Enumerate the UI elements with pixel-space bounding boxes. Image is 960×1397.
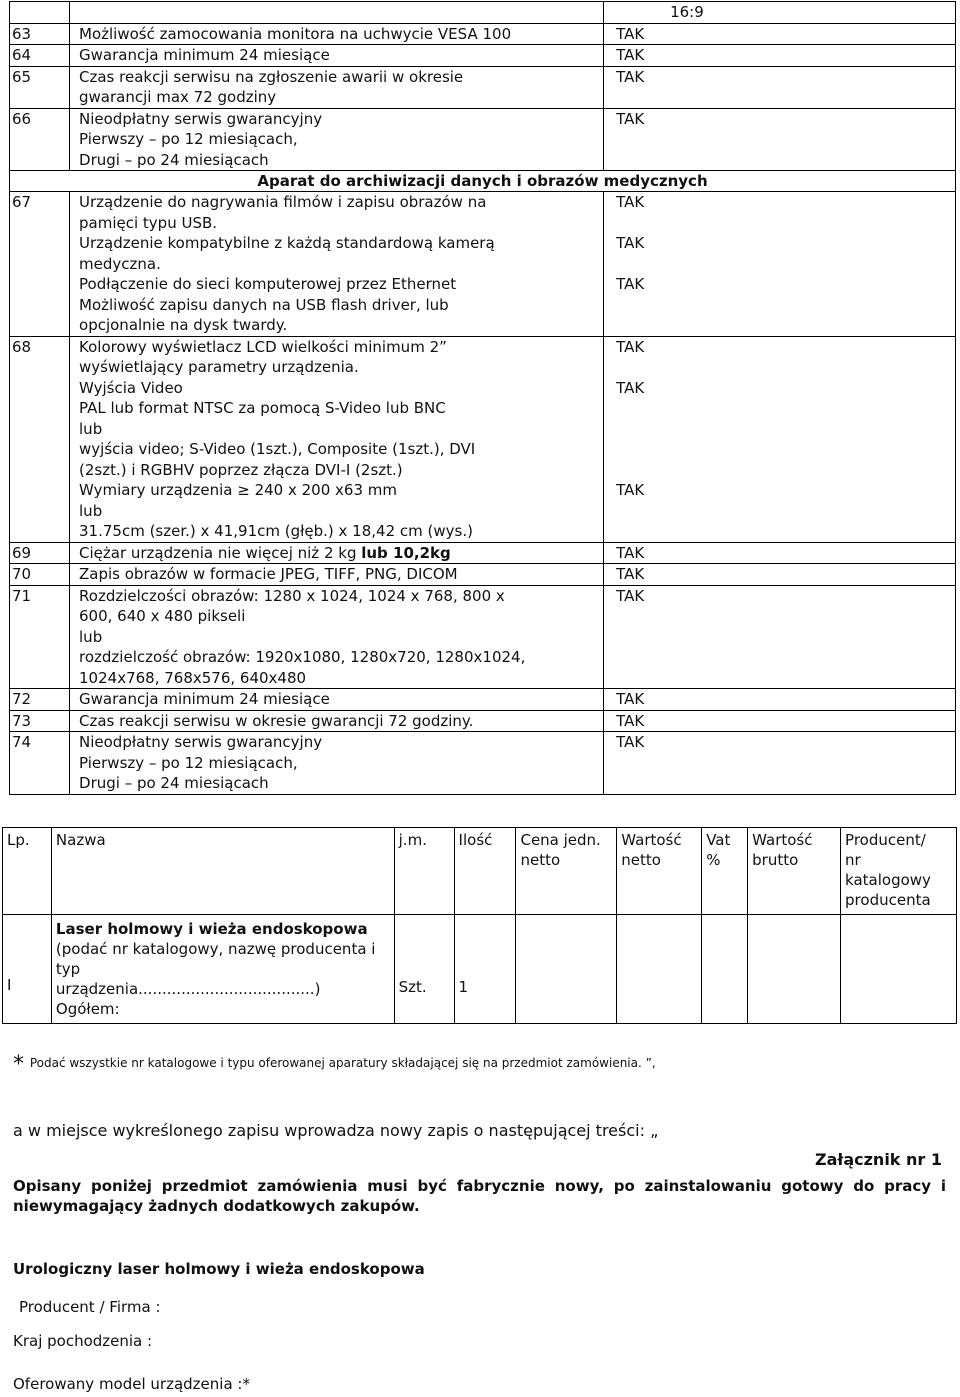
row-description-line: PAL lub format NTSC za pomocą S-Video lub BNC: [79, 399, 446, 417]
row-description-line: 31.75cm (szer.) x 41,91cm (głęb.) x 18,42 cm (wys.): [79, 522, 473, 540]
header-unit-price-line-1: Cena jedn.: [520, 831, 601, 849]
item-unit-price: [516, 915, 617, 1024]
header-unit-price-line-2: netto: [520, 851, 561, 869]
row-description: [70, 585, 604, 689]
producer-field-label: Producent / Firma :: [19, 1298, 161, 1316]
row-description-line: Możliwość zamocowania monitora na uchwycie VESA 100: [79, 24, 512, 43]
row-description-line: rozdzielczość obrazów: 1920x1080, 1280x720, 1280x1024,: [79, 648, 526, 666]
row-number: 74: [10, 732, 70, 795]
spec-row: [10, 336, 956, 378]
row-description: [70, 689, 604, 711]
row-description-line: Urządzenie do nagrywania filmów i zapisu obrazów na: [79, 193, 487, 211]
header-gross-value-line-1: Wartość: [752, 831, 813, 849]
row-description-line: 600, 640 x 480 pikseli: [79, 607, 246, 625]
header-jm: j.m.: [394, 828, 454, 915]
spec-row: [10, 564, 956, 586]
row-description-line: lub: [79, 501, 103, 520]
row-description-bold: lub 10,2kg: [361, 543, 451, 562]
row-description-line: Wyjścia Video: [79, 378, 183, 397]
cost-header-row: [3, 828, 957, 915]
section-title: Aparat do archiwizacji danych i obrazów medycznych: [10, 171, 956, 192]
item-vat: [702, 915, 748, 1024]
spec-row: [10, 585, 956, 689]
row-description: [70, 732, 604, 795]
row-description: [70, 192, 604, 234]
row-description-line: Nieodpłatny serwis gwarancyjny: [79, 109, 323, 128]
row-description-line: Gwarancja minimum 24 miesiące: [79, 46, 330, 64]
amendment-text: a w miejsce wykreślonego zapisu wprowadza nowy zapis o następującej treści: „: [13, 1121, 659, 1140]
row-value: TAK: [604, 45, 956, 67]
row-description-line: wyjścia video; S-Video (1szt.), Composite (1szt.), DVI: [79, 440, 476, 458]
row-description: [70, 233, 604, 274]
row-description-line: Możliwość zapisu danych na USB flash driver, lub: [79, 295, 449, 314]
row-description-line: Zapis obrazów w formacie JPEG, TIFF, PNG, DICOM: [79, 565, 458, 583]
cost-item-row: [3, 915, 957, 1024]
header-net-value-line-1: Wartość: [621, 831, 682, 849]
item-name-line-2: typ: [55, 960, 81, 978]
row-value: [604, 295, 956, 337]
header-gross-value-line-2: brutto: [752, 851, 799, 869]
row-description: [70, 108, 604, 171]
row-description-line: pamięci typu USB.: [79, 213, 218, 232]
header-gross-value: [748, 828, 841, 915]
spec-row: [10, 295, 956, 337]
row-description-line: Rozdzielczości obrazów: 1280 x 1024, 1024 x 768, 800 x: [79, 586, 505, 605]
footnote-asterisk: *: [13, 1052, 24, 1077]
row-value: TAK: [604, 378, 956, 481]
header-name: Nazwa: [51, 828, 394, 915]
row-description-line: [79, 543, 603, 564]
product-title: Urologiczny laser holmowy i wieża endoskopowa: [13, 1260, 425, 1278]
row-value: 16:9: [604, 2, 956, 24]
header-qty: Ilość: [454, 828, 516, 915]
row-number: 73: [10, 710, 70, 732]
spec-row: [10, 108, 956, 171]
header-producer-line-3: katalogowy: [845, 871, 931, 889]
spec-row: [10, 542, 956, 564]
row-value: TAK: [604, 233, 956, 274]
header-net-value: [617, 828, 702, 915]
row-number: 67: [10, 192, 70, 337]
row-description-text: Ciężar urządzenia nie więcej niż 2 kg: [79, 543, 362, 562]
header-producer-line-4: producenta: [845, 891, 931, 909]
item-jm: Szt.: [394, 915, 454, 1024]
spec-row: [10, 480, 956, 542]
header-vat-line-1: Vat: [706, 831, 731, 849]
row-number: 65: [10, 66, 70, 108]
item-name: [51, 915, 394, 1024]
footnote: [13, 1052, 656, 1077]
specification-table: [9, 1, 956, 795]
row-description-line: lub: [79, 627, 103, 646]
row-description: [70, 480, 604, 542]
row-description: [70, 23, 604, 45]
row-value: TAK: [604, 585, 956, 689]
row-description: [70, 66, 604, 108]
row-description-line: lub: [79, 419, 103, 438]
row-number: 64: [10, 45, 70, 67]
row-description: [70, 710, 604, 732]
spec-row: [10, 192, 956, 234]
row-description-line: Podłączenie do sieci komputerowej przez Ethernet: [79, 275, 457, 293]
cost-table: [2, 827, 957, 1024]
row-number: 72: [10, 689, 70, 711]
row-value: TAK: [604, 564, 956, 586]
spec-row: [10, 23, 956, 45]
row-value: TAK: [604, 480, 956, 542]
row-description: [70, 336, 604, 378]
item-producer: [841, 915, 957, 1024]
row-description-line: Urządzenie kompatybilne z każdą standardową kamerą: [79, 234, 495, 252]
row-number: 68: [10, 336, 70, 542]
item-name-line-3: urządzenia.....................................): [55, 980, 321, 998]
row-value: TAK: [604, 710, 956, 732]
row-description-line: Wymiary urządzenia ≥ 240 x 200 x63 mm: [79, 481, 397, 499]
row-value: TAK: [604, 108, 956, 171]
row-description: [70, 378, 604, 481]
row-description-line: (2szt.) i RGBHV poprzez złącza DVI-I (2szt.): [79, 460, 403, 479]
row-value: TAK: [604, 542, 956, 564]
row-description-line: Drugi – po 24 miesiącach: [79, 774, 269, 792]
header-vat-line-2: %: [706, 851, 721, 869]
row-description: [70, 2, 604, 24]
row-number: 69: [10, 542, 70, 564]
row-description-line: Pierwszy – po 12 miesiącach,: [79, 130, 298, 148]
row-description-line: gwarancji max 72 godziny: [79, 88, 277, 106]
header-producer: [841, 828, 957, 915]
row-value: TAK: [604, 274, 956, 295]
country-field-label: Kraj pochodzenia :: [13, 1332, 153, 1350]
header-unit-price: [516, 828, 617, 915]
row-value: TAK: [604, 336, 956, 378]
item-name-line-1: (podać nr katalogowy, nazwę producenta i: [55, 940, 376, 958]
row-value: TAK: [604, 732, 956, 795]
spec-row-continuation: [10, 2, 956, 24]
row-number: 66: [10, 108, 70, 171]
row-value: TAK: [604, 23, 956, 45]
spec-row: [10, 689, 956, 711]
row-value: TAK: [604, 66, 956, 108]
total-label: Ogółem:: [55, 1000, 120, 1018]
row-description-line: Nieodpłatny serwis gwarancyjny: [79, 733, 323, 751]
row-description: [70, 564, 604, 586]
row-description-line: Drugi – po 24 miesiącach: [79, 150, 269, 169]
row-description-line: Kolorowy wyświetlacz LCD wielkości minimum 2”: [79, 337, 447, 356]
row-value: TAK: [604, 192, 956, 234]
row-description-line: 1024x768, 768x576, 640x480: [79, 668, 307, 687]
spec-row: [10, 274, 956, 295]
order-description: Opisany poniżej przedmiot zamówienia musi być fabrycznie nowy, po zainstalowaniu gotowy do pracy i niewymagający żadnych dodatkowych zakupów.: [13, 1177, 946, 1215]
header-vat: [702, 828, 748, 915]
row-description-line: Czas reakcji serwisu na zgłoszenie awarii w okresie: [79, 67, 464, 86]
item-net-value: [617, 915, 702, 1024]
row-description-line: Gwarancja minimum 24 miesiące: [79, 690, 330, 708]
row-description: [70, 45, 604, 67]
spec-row: [10, 66, 956, 108]
attachment-title: Załącznik nr 1: [815, 1150, 942, 1169]
item-qty: 1: [454, 915, 516, 1024]
header-lp: Lp.: [3, 828, 52, 915]
header-producer-line-1: Producent/: [845, 831, 926, 849]
spec-row: [10, 233, 956, 274]
row-number: [10, 2, 70, 24]
header-net-value-line-2: netto: [621, 851, 661, 869]
spec-row: [10, 45, 956, 67]
spec-row: [10, 732, 956, 795]
header-producer-line-2: nr: [845, 851, 861, 869]
item-lp: I: [3, 915, 52, 1024]
item-gross-value: [748, 915, 841, 1024]
row-value: TAK: [604, 689, 956, 711]
footnote-text: Podać wszystkie nr katalogowe i typu oferowanej aparatury składającej się na przedmiot zamówienia. ”,: [29, 1056, 656, 1070]
item-name-bold: Laser holmowy i wieża endoskopowa: [55, 920, 368, 938]
row-description-line: opcjonalnie na dysk twardy.: [79, 316, 288, 334]
row-description: [70, 274, 604, 295]
row-description-line: medyczna.: [79, 254, 161, 273]
spec-section-row: [10, 171, 956, 192]
spec-row: [10, 378, 956, 481]
row-description-line: Pierwszy – po 12 miesiącach,: [79, 753, 298, 772]
row-description: [70, 542, 604, 564]
row-number: 70: [10, 564, 70, 586]
row-description: [70, 295, 604, 337]
row-number: 63: [10, 23, 70, 45]
row-number: 71: [10, 585, 70, 689]
model-field-label: Oferowany model urządzenia :*: [13, 1375, 250, 1393]
spec-row: [10, 710, 956, 732]
row-description-line: Czas reakcji serwisu w okresie gwarancji 72 godziny.: [79, 711, 474, 730]
row-description-line: wyświetlający parametry urządzenia.: [79, 358, 359, 376]
